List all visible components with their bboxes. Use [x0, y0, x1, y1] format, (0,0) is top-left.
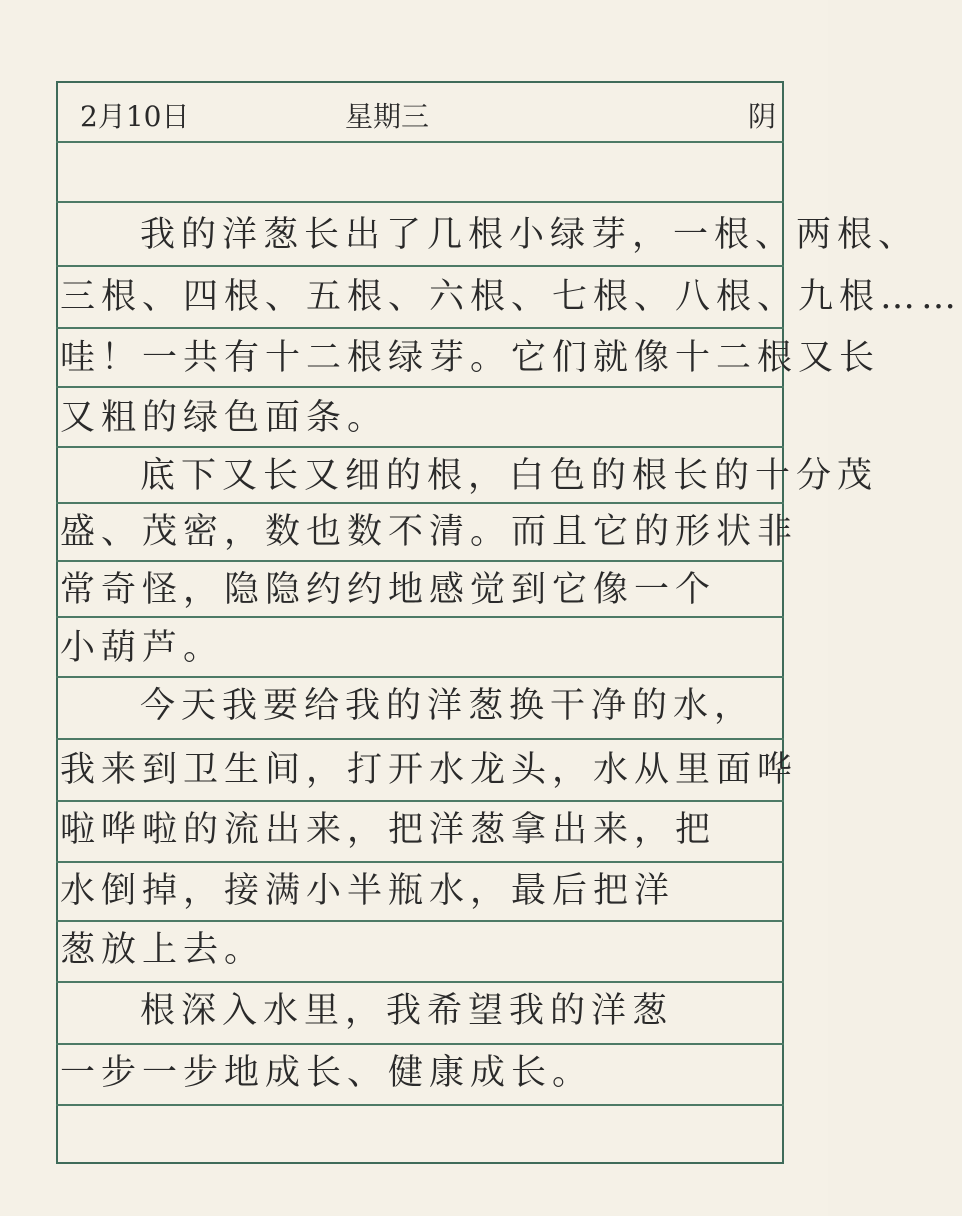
text-line: 底下又长又细的根，白色的根长的十分茂	[140, 456, 879, 496]
text-line: 啦哗啦的流出来，把洋葱拿出来，把	[60, 810, 717, 850]
entry-date: 2月10日	[80, 100, 190, 133]
text-line: 我来到卫生间，打开水龙头，水从里面哗	[60, 750, 799, 790]
entry-weekday: 星期三	[345, 100, 430, 133]
text-line: 哇！一共有十二根绿芽。它们就像十二根又长	[60, 338, 881, 378]
text-line: 一步一步地成长、健康成长。	[60, 1053, 594, 1093]
text-line: 葱放上去。	[60, 930, 266, 970]
text-line: 盛、茂密，数也数不清。而且它的形状非	[60, 512, 799, 552]
text-line: 我的洋葱长出了几根小绿芽，一根、两根、	[140, 215, 920, 255]
text-line: 小葫芦。	[60, 628, 225, 668]
text-line: 根深入水里，我希望我的洋葱	[140, 991, 674, 1031]
ruled-line	[56, 1104, 784, 1106]
ruled-line	[56, 201, 784, 203]
entry-weather: 阴	[748, 100, 777, 133]
text-line: 今天我要给我的洋葱换干净的水，	[140, 686, 756, 726]
ruled-line	[56, 141, 784, 143]
text-line: 常奇怪，隐隐约约地感觉到它像一个	[60, 570, 717, 610]
text-line: 三根、四根、五根、六根、七根、八根、九根……	[60, 277, 962, 317]
text-line: 又粗的绿色面条。	[60, 398, 389, 438]
text-line: 水倒掉，接满小半瓶水，最后把洋	[60, 871, 676, 911]
